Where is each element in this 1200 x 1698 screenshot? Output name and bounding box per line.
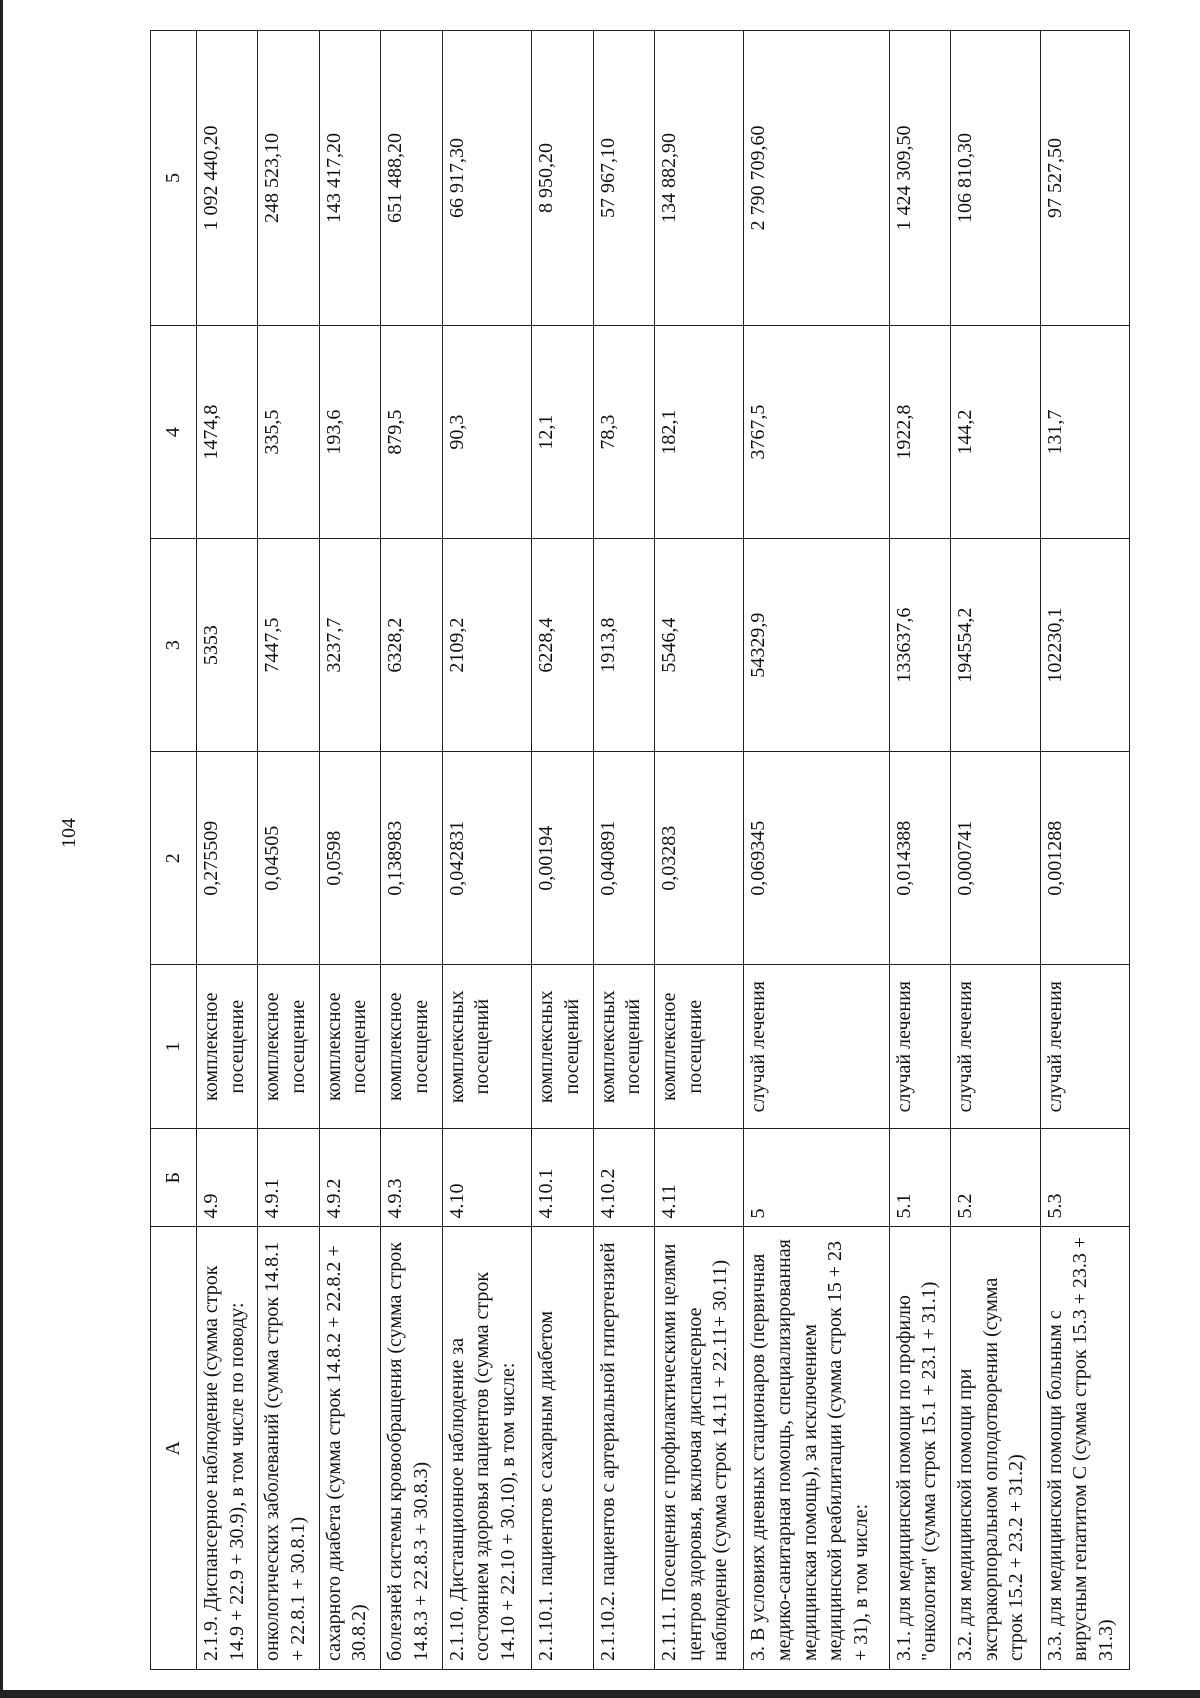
cell-col2: 0,040891 (593, 752, 654, 965)
cell-description: 2.1.10. Дистанционное наблюдение за состоянием здоровья пациентов (сумма строк 14.10 + 22.10 + 30.10), в том числе: (442, 1227, 531, 1670)
cell-col5: 143 417,20 (319, 31, 380, 326)
cell-col3: 1913,8 (593, 539, 654, 752)
cell-description: онкологических заболеваний (сумма строк 14.8.1 + 22.8.1 + 30.8.1) (258, 1227, 319, 1670)
cell-col2: 0,138983 (381, 752, 442, 965)
cell-unit: комплексных посещений (532, 965, 593, 1129)
cell-row-code: 4.11 (654, 1129, 743, 1227)
cell-col4: 131,7 (1040, 326, 1129, 539)
cell-col2: 0,014388 (889, 752, 950, 965)
cell-description: 2.1.10.1. пациентов с сахарным диабетом (532, 1227, 593, 1670)
cell-description: 3.2. для медицинской помощи при экстракорпоральном оплодотворении (сумма строк 15.2 + 23.2 + 31.2) (951, 1227, 1040, 1670)
cell-row-code: 4.10.1 (532, 1129, 593, 1227)
cell-description: 2.1.10.2. пациентов с артериальной гипертензией (593, 1227, 654, 1670)
cell-col2: 0,00194 (532, 752, 593, 965)
cell-col2: 0,03283 (654, 752, 743, 965)
table-row (532, 31, 593, 1670)
cell-unit: комплексное посещение (381, 965, 442, 1129)
cell-unit: комплексное посещение (258, 965, 319, 1129)
cell-col4: 1922,8 (889, 326, 950, 539)
cell-description: сахарного диабета (сумма строк 14.8.2 + 22.8.2 + 30.8.2) (319, 1227, 380, 1670)
cell-col5: 1 424 309,50 (889, 31, 950, 326)
cell-row-code: 4.10 (442, 1129, 531, 1227)
cell-row-code: 5 (744, 1129, 889, 1227)
cell-unit: случай лечения (951, 965, 1040, 1129)
cell-col3: 3237,7 (319, 539, 380, 752)
table-row (258, 31, 319, 1670)
cell-row-code: 5.3 (1040, 1129, 1129, 1227)
cell-col5: 2 790 709,60 (744, 31, 889, 326)
cell-row-code: 4.9.2 (319, 1129, 380, 1227)
header-cell-a: А (151, 1227, 197, 1670)
cell-unit: комплексное посещение (319, 965, 380, 1129)
table-row (319, 31, 380, 1670)
cell-row-code: 4.9.1 (258, 1129, 319, 1227)
cell-col4: 335,5 (258, 326, 319, 539)
cell-row-code: 5.1 (889, 1129, 950, 1227)
scan-bottom-edge (0, 1690, 1200, 1698)
cell-description: 2.1.11. Посещения с профилактическими целями центров здоровья, включая диспансерное наблюдение (сумма строк 14.11 + 22.11+ 30.11) (654, 1227, 743, 1670)
table-row (1040, 31, 1129, 1670)
page-number: 104 (58, 818, 80, 848)
cell-col5: 106 810,30 (951, 31, 1040, 326)
cell-row-code: 5.2 (951, 1129, 1040, 1227)
cell-description: 3.3. для медицинской помощи больным с вирусным гепатитом С (сумма строк 15.3 + 23.3 + 31.3) (1040, 1227, 1129, 1670)
cell-col3: 6328,2 (381, 539, 442, 752)
rotated-table-container (150, 30, 1130, 1670)
cell-col5: 248 523,10 (258, 31, 319, 326)
cell-col5: 1 092 440,20 (197, 31, 258, 326)
table-row (744, 31, 889, 1670)
cell-description: 3. В условиях дневных стационаров (первичная медико-санитарная помощь, специализированная медицинская помощь), за исключением медицинской реабилитации (сумма строк 15 + 23 + 31), в том числе: (744, 1227, 889, 1670)
cell-col2: 0,0598 (319, 752, 380, 965)
cell-row-code: 4.9.3 (381, 1129, 442, 1227)
cell-col3: 5546,4 (654, 539, 743, 752)
cell-col5: 8 950,20 (532, 31, 593, 326)
cell-col4: 90,3 (442, 326, 531, 539)
cell-col4: 3767,5 (744, 326, 889, 539)
header-cell-5: 5 (151, 31, 197, 326)
cell-col5: 134 882,90 (654, 31, 743, 326)
cell-col3: 5353 (197, 539, 258, 752)
cell-unit: комплексных посещений (442, 965, 531, 1129)
cell-col4: 193,6 (319, 326, 380, 539)
cell-col4: 182,1 (654, 326, 743, 539)
header-cell-2: 2 (151, 752, 197, 965)
cell-col3: 102230,1 (1040, 539, 1129, 752)
table-row (197, 31, 258, 1670)
cell-description: болезней системы кровообращения (сумма строк 14.8.3 + 22.8.3 + 30.8.3) (381, 1227, 442, 1670)
cell-col2: 0,275509 (197, 752, 258, 965)
cell-row-code: 4.9 (197, 1129, 258, 1227)
cell-col3: 133637,6 (889, 539, 950, 752)
cell-col4: 12,1 (532, 326, 593, 539)
data-table (150, 30, 1130, 1670)
cell-col3: 194554,2 (951, 539, 1040, 752)
header-cell-4: 4 (151, 326, 197, 539)
cell-col5: 66 917,30 (442, 31, 531, 326)
header-cell-b: Б (151, 1129, 197, 1227)
table-row (889, 31, 950, 1670)
cell-unit: случай лечения (1040, 965, 1129, 1129)
cell-col2: 0,042831 (442, 752, 531, 965)
cell-unit: комплексных посещений (593, 965, 654, 1129)
cell-col5: 651 488,20 (381, 31, 442, 326)
table-row (654, 31, 743, 1670)
cell-unit: случай лечения (744, 965, 889, 1129)
cell-col4: 144,2 (951, 326, 1040, 539)
cell-col2: 0,000741 (951, 752, 1040, 965)
table-row (593, 31, 654, 1670)
cell-col5: 97 527,50 (1040, 31, 1129, 326)
table-row (442, 31, 531, 1670)
cell-col3: 2109,2 (442, 539, 531, 752)
cell-col2: 0,04505 (258, 752, 319, 965)
table-row (951, 31, 1040, 1670)
header-row (151, 31, 197, 1670)
header-cell-3: 3 (151, 539, 197, 752)
header-cell-1: 1 (151, 965, 197, 1129)
table-row (381, 31, 442, 1670)
cell-description: 3.1. для медицинской помощи по профилю "онкология" (сумма строк 15.1 + 23.1 + 31.1) (889, 1227, 950, 1670)
cell-col4: 78,3 (593, 326, 654, 539)
scan-left-edge (0, 0, 3, 1698)
cell-row-code: 4.10.2 (593, 1129, 654, 1227)
cell-unit: комплексное посещение (654, 965, 743, 1129)
cell-col3: 6228,4 (532, 539, 593, 752)
cell-unit: случай лечения (889, 965, 950, 1129)
cell-description: 2.1.9. Диспансерное наблюдение (сумма строк 14.9 + 22.9 + 30.9), в том числе по поводу: (197, 1227, 258, 1670)
cell-col4: 879,5 (381, 326, 442, 539)
cell-unit: комплексное посещение (197, 965, 258, 1129)
cell-col5: 57 967,10 (593, 31, 654, 326)
cell-col4: 1474,8 (197, 326, 258, 539)
cell-col3: 54329,9 (744, 539, 889, 752)
cell-col2: 0,069345 (744, 752, 889, 965)
cell-col3: 7447,5 (258, 539, 319, 752)
cell-col2: 0,001288 (1040, 752, 1129, 965)
